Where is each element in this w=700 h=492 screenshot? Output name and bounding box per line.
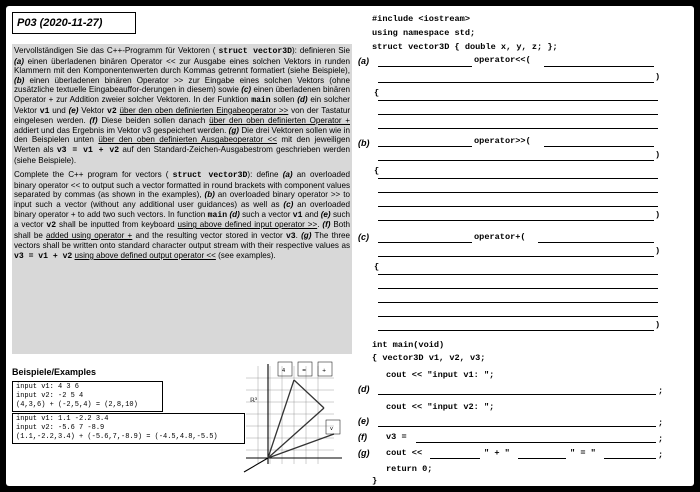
- code-struct: struct vector3D { double x, y, z; };: [372, 42, 558, 52]
- blank-line-b-param1[interactable]: [544, 146, 654, 147]
- operator-input-signature: operator>>(: [474, 136, 531, 146]
- blank-line-a-body3[interactable]: [378, 128, 658, 129]
- blank-line-c-body5[interactable]: [378, 330, 654, 331]
- blank-line-g2[interactable]: [518, 458, 566, 459]
- svg-text:4: 4: [282, 368, 286, 374]
- blank-line-b-body1[interactable]: [378, 178, 658, 179]
- code-decl: { vector3D v1, v2, v3;: [372, 353, 486, 363]
- blank-line-c-return[interactable]: [378, 242, 472, 243]
- code-column: [358, 10, 688, 486]
- paren-close-b: ): [655, 150, 661, 160]
- code-cout-v1: cout << "input v1: ";: [386, 370, 495, 380]
- part-b-label: (b): [358, 138, 370, 148]
- brace-open-c: {: [374, 262, 380, 272]
- blank-line-c-body4[interactable]: [378, 316, 658, 317]
- code-brace-close: }: [372, 476, 378, 486]
- example-box-1: input v1: 4 3 6 input v2: -2 5 4 (4,3,6) + (-2,5,4) = (2,8,10): [12, 381, 163, 412]
- brace-open-a: {: [374, 88, 380, 98]
- part-d-label: (d): [358, 384, 370, 394]
- operator-plus-signature: operator+(: [474, 232, 526, 242]
- code-main: int main(void): [372, 340, 445, 350]
- blank-line-a-param1[interactable]: [544, 66, 654, 67]
- figure-grid: [246, 366, 334, 464]
- blank-line-c-param2[interactable]: [378, 256, 654, 257]
- sheet-title: P03 (2020-11-27): [12, 12, 136, 34]
- blank-line-g1[interactable]: [430, 458, 480, 459]
- task-text-german: Vervollständigen Sie das C++-Programm für Vektoren ( struct vector3D): definieren Sie (a) einen überladenen binären Operator << zur Ausgabe eines solchen Vektors in runden Klammern mit den Komponentenwerten durch Kommas getrennt formatiert (siehe Beispiele), (b) einen überladenen binären Operator >> zur Eingabe eines solchen Vektors (ohne zusätzliche textuelle Eingabeauffor-derungen in diesem) sowie (c) einen überladenen binären Operator + zur Addition zweier solcher Vektoren. In der Funktion main sollen (d) ein solcher Vektor v1 und (e) Vektor v2 über den oben definierten Eingabeoperator >> von der Tastatur eingelesen werden. (f) Diese beiden sollen danach über den oben definierten Operator + addiert und das Ergebnis im Vektor v3 gespeichert werden. (g) Die drei Vektoren sollen wie in den Beispielen unten über den oben definierten Ausgabeoperator << mit den jeweiligen Werten als v3 = v1 + v2 auf den Standard-Zeichen-Ausgabestrom geschrieben werden (siehe Beispiele).: [14, 46, 351, 165]
- paren-close-b2: ): [655, 210, 661, 220]
- code-using: using namespace std;: [372, 28, 476, 38]
- blank-line-g3[interactable]: [604, 458, 656, 459]
- svg-text:=: =: [302, 368, 307, 374]
- left-column: [12, 10, 352, 480]
- figure-axes: [244, 364, 342, 472]
- part-f-label: (f): [358, 432, 367, 442]
- vector-addition-figure: [238, 360, 350, 476]
- code-return: return 0;: [386, 464, 433, 474]
- svg-text:v: v: [330, 426, 333, 432]
- worksheet-page: [6, 6, 694, 486]
- code-cout-v2: cout << "input v2: ";: [386, 402, 495, 412]
- blank-line-c-param1[interactable]: [538, 242, 654, 243]
- example-box-2: input v1: 1.1 -2.2 3.4 input v2: -5.6 7 -8.9 (1.1,-2.2,3.4) + (-5.6,7,-8.9) = (-4.5,4.8,-5.5): [12, 413, 245, 444]
- blank-line-a-param2[interactable]: [378, 82, 654, 83]
- blank-line-c-body2[interactable]: [378, 288, 658, 289]
- task-description: [12, 44, 352, 354]
- part-e-label: (e): [358, 416, 369, 426]
- blank-line-a-body2[interactable]: [378, 114, 658, 115]
- code-include: #include <iostream>: [372, 14, 470, 24]
- brace-open-b: {: [374, 166, 380, 176]
- semicolon-f: ;: [658, 434, 664, 444]
- paren-close-c2: ): [655, 320, 661, 330]
- semicolon-e: ;: [658, 418, 664, 428]
- part-c-label: (c): [358, 232, 369, 242]
- semicolon-g: ;: [658, 450, 664, 460]
- paren-close-c: ): [655, 246, 661, 256]
- blank-line-e[interactable]: [378, 426, 656, 427]
- blank-line-c-body3[interactable]: [378, 302, 658, 303]
- figure-r3-symbol: ℝ³: [250, 397, 258, 404]
- blank-line-b-body2[interactable]: [378, 192, 658, 193]
- part-a-label: (a): [358, 56, 369, 66]
- blank-line-f[interactable]: [416, 442, 656, 443]
- blank-line-b-param2[interactable]: [378, 160, 654, 161]
- examples-heading: Beispiele/Examples: [12, 367, 97, 377]
- blank-line-a-body1[interactable]: [378, 100, 658, 101]
- figure-vectors: [268, 380, 334, 458]
- operator-output-signature: operator<<(: [474, 55, 531, 65]
- blank-line-b-body3[interactable]: [378, 206, 658, 207]
- code-v3-assign: v3 =: [386, 432, 407, 442]
- semicolon-d: ;: [658, 386, 664, 396]
- paren-close-a: ): [655, 72, 661, 82]
- code-plus-str: " + ": [484, 448, 510, 458]
- blank-line-b-body4[interactable]: [378, 220, 654, 221]
- blank-line-b-return[interactable]: [378, 146, 472, 147]
- svg-text:+: +: [322, 368, 327, 374]
- part-g-label: (g): [358, 448, 370, 458]
- blank-line-d[interactable]: [378, 394, 656, 395]
- blank-line-c-body1[interactable]: [378, 274, 658, 275]
- task-text-english: Complete the C++ program for vectors ( struct vector3D): define (a) an overloaded binary operator << to output such a vector formatted in round brackets with component values separated by commas (as shown in the examples), (b) an overloaded binary operator >> to input such a vector (without any additional user guidances) as well as (c) an overloaded binary operator + to add two such vectors. In function main (d) such a vector v1 and (e) such a vector v2 shall be inputted from keyboard using above defined input operator >>. (f) Both shall be added using operator + and the resulting vector stored in vector v3. (g) The three vectors shall be written onto standard character output stream with their respective values as v3 = v1 + v2 using above defined output operator << (see examples).: [14, 170, 351, 261]
- code-cout-g: cout <<: [386, 448, 423, 458]
- figure-vector-labels: [278, 362, 340, 434]
- code-eq-str: " = ": [570, 448, 596, 458]
- blank-line-a-return[interactable]: [378, 66, 472, 67]
